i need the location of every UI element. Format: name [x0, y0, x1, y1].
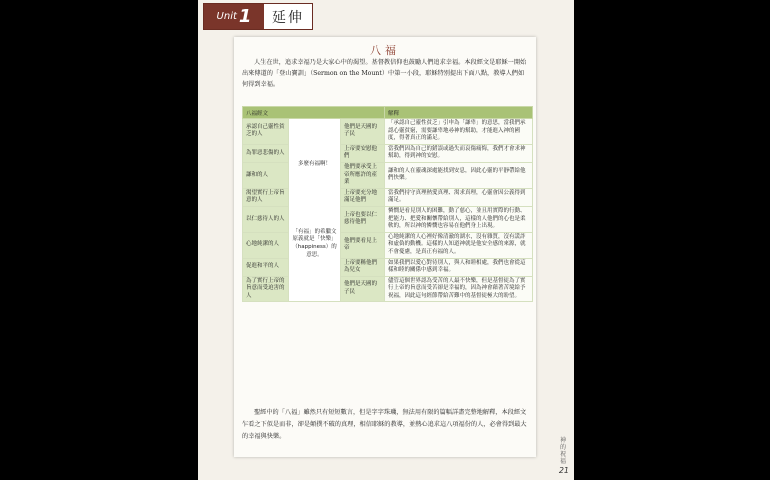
promise-cell: 上帝要稱他們為兒女 [341, 258, 385, 276]
who-cell: 為罪惡悲傷的人 [243, 144, 289, 162]
card-title: 八福 [370, 44, 400, 57]
promise-cell: 上帝也要以仁慈待他們 [341, 206, 385, 232]
who-cell: 心地純潔的人 [243, 232, 289, 258]
table-row [243, 258, 533, 276]
unit-word: Unit [216, 11, 237, 22]
explain-cell: 心地純潔的人心裡好像清澈的湖水，沒有雜質，沒有謊詐和虛偽的動機。這樣的人知道神就是他安全感的來源，就不會憂慮，是真正有福的人。 [385, 232, 533, 258]
explain-cell: 當我們因為自己的錯誤或過失而哀傷痛悔，我們才會求神幫助，得到神的安慰。 [385, 144, 533, 162]
table-row [243, 232, 533, 258]
side-label: 神的祝福 [559, 437, 566, 465]
explain-cell: 「承認自己靈性貧乏」引申為「謙卑」的意思，當我們承認心靈貧窮，需要謙卑地尋神的幫助，才能進入神的國度，得著真正的滿足。 [385, 119, 533, 145]
unit-number: 1 [238, 6, 252, 27]
table-row [243, 206, 533, 232]
explain-cell: 儘管這個世界認為受苦的人最不快樂，但是基督徒為了實行上帝的旨意而受苦卻是幸福的，因為神會藉著苦境給予祝福，因此這句經節帶給苦難中的基督徒極大的盼望。 [385, 276, 533, 302]
blessed-cell [289, 119, 341, 302]
promise-cell: 他們是天國的子民 [341, 119, 385, 145]
promise-cell: 上帝要充分地滿足他們 [341, 188, 385, 206]
promise-cell: 他們是天國的子民 [341, 276, 385, 302]
who-cell: 促進和平的人 [243, 258, 289, 276]
intro-paragraph: 人生在世，追求幸福乃是大家心中的渴望。基督教信仰也鼓勵人們追求幸福。本段經文是耶穌一開始出來傳道的「登山寶訓」（Sermon on the Mount）中第一小段，耶穌特別提出下面八點，教導人們如何得到幸福。 [242, 59, 527, 88]
content-card [234, 37, 536, 457]
beatitudes-table [242, 106, 533, 302]
table-row [243, 276, 533, 302]
header-explanation: 解釋 [385, 107, 533, 119]
promise-cell: 他們要承受上帝所應許的產業 [341, 162, 385, 188]
table-row [243, 162, 533, 188]
table-row [243, 144, 533, 162]
promise-cell: 他們要看見上帝 [341, 232, 385, 258]
table-row [243, 119, 533, 145]
explain-cell: 謙和的人在靈魂深處能找到安息，因此心靈的平靜帶給他們快樂。 [385, 162, 533, 188]
explain-cell: 當我們持守真理熱愛真理、渴求真理，心靈會因公義得到滿足。 [385, 188, 533, 206]
blessed-note: 「有福」的希臘文原義就是「快樂」（happiness）的意思。 [292, 228, 337, 258]
who-cell: 渴望實行上帝旨意的人 [243, 188, 289, 206]
unit-title: 延伸 [272, 9, 304, 26]
explain-cell: 憐憫是看見別人的困難，動了慈心，並且用實際的行動、把能力、把愛和關懷帶給別人，這樣的人他們的心也是柔軟的，所以神的憐憫也容易在他們身上出現。 [385, 206, 533, 232]
explain-cell: 如果我們以愛心對待別人，與人和睦相處，我們也會從這樣和睦的關係中感到幸福。 [385, 258, 533, 276]
outro-paragraph: 聖經中的「八福」雖然只有短短數言，但是字字珠璣，無法用有限的篇幅詳盡完整地解釋，本段經文乍看之下似是而非，卻是顛撲不破的真理，相信耶穌的教導，並熱心追求這八項福份的人，必會得到最大的幸福與快樂。 [242, 409, 527, 440]
who-cell: 為了實行上帝的旨意而受迫害的人 [243, 276, 289, 302]
table-header-row [243, 107, 533, 119]
promise-cell: 上帝要安慰他們 [341, 144, 385, 162]
book-page [198, 0, 574, 480]
unit-label [204, 4, 264, 29]
who-cell: 謙和的人 [243, 162, 289, 188]
who-cell: 承認自己靈性貧乏的人 [243, 119, 289, 145]
who-cell: 以仁慈待人的人 [243, 206, 289, 232]
blessed-text: 多麼有福啊！ [297, 161, 331, 168]
table-row [243, 188, 533, 206]
spacer [292, 169, 337, 229]
header-verses: 八福經文 [243, 107, 385, 119]
unit-tab [203, 3, 313, 30]
page-number: 21 [558, 466, 569, 475]
